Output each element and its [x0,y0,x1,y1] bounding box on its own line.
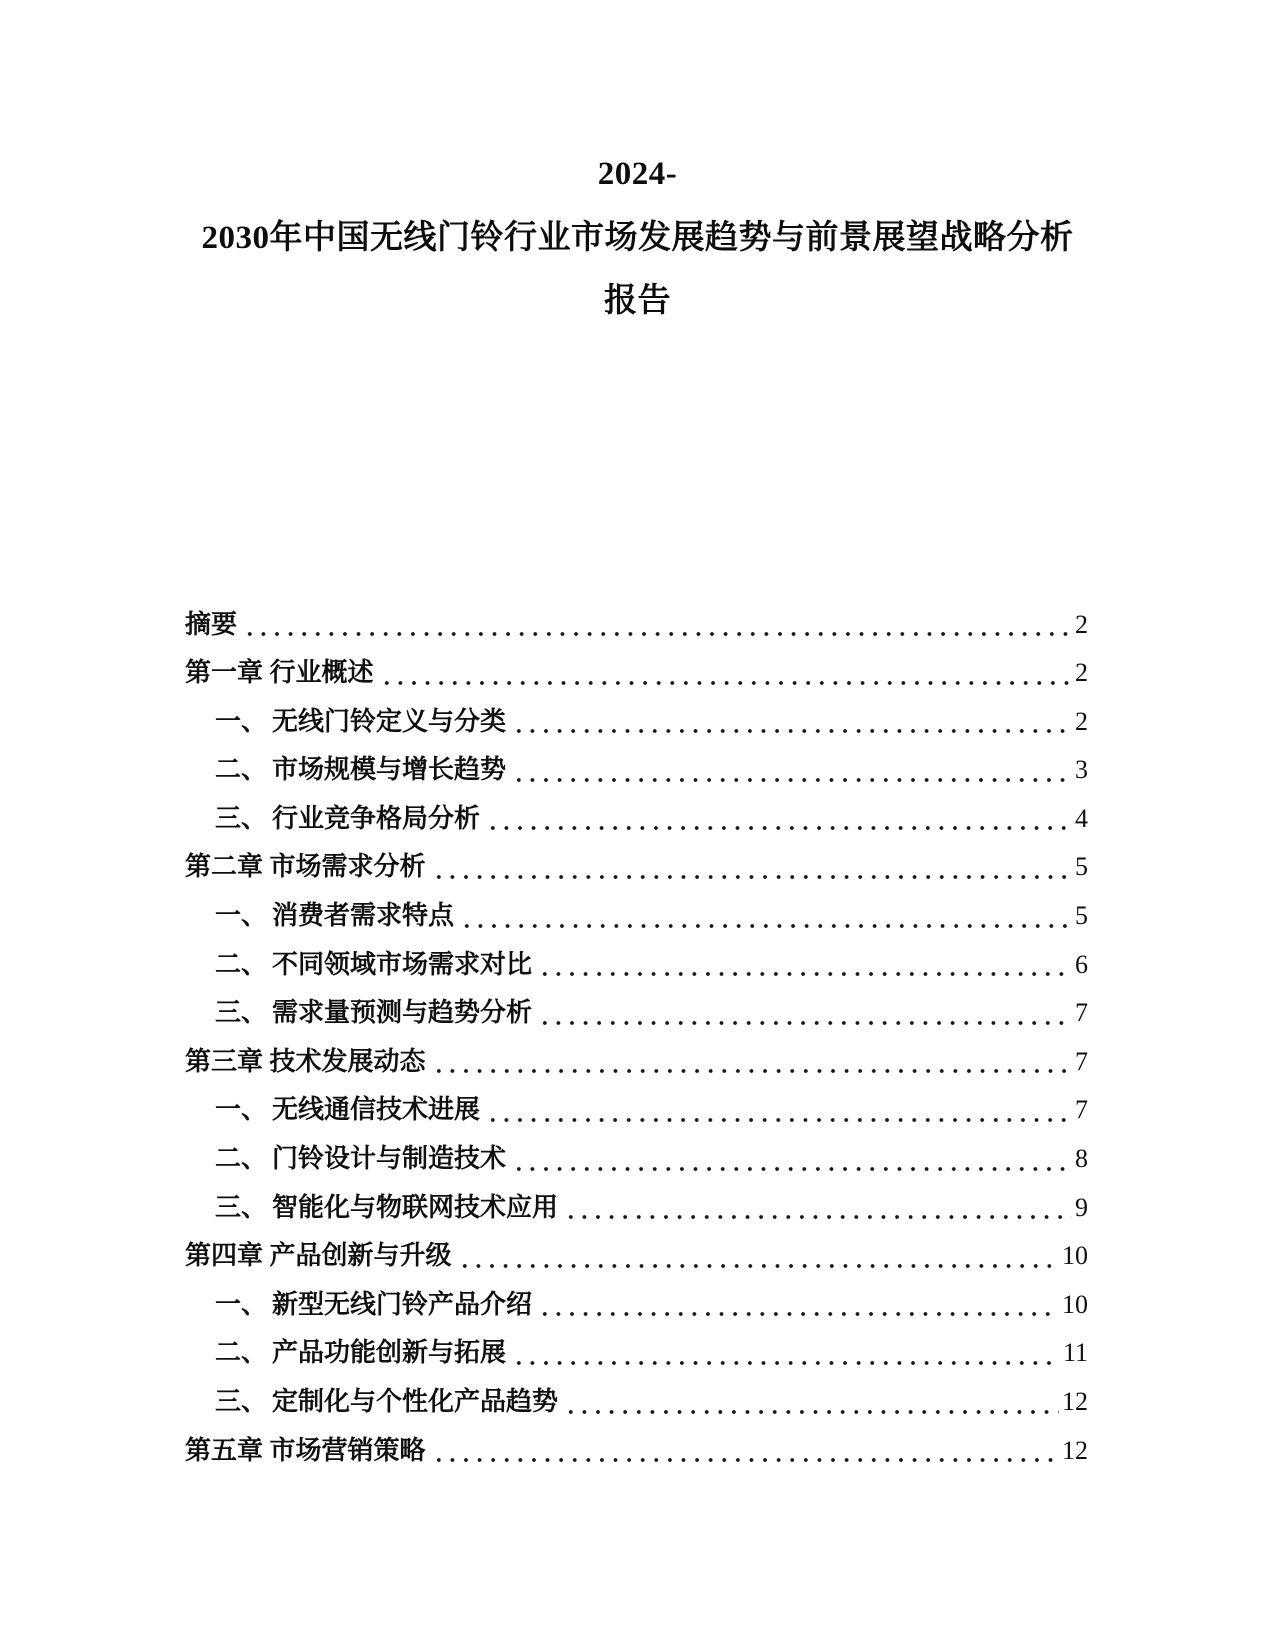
toc-page-number: 6 [1075,949,1088,979]
toc-entry[interactable] [185,989,1088,1038]
toc-entry-number: 二、 [215,755,268,785]
toc-entry-number: 一、 [215,1289,268,1319]
toc-entry-number: 二、 [215,949,268,979]
toc-entry[interactable] [185,1232,1088,1281]
toc-entry[interactable] [185,892,1088,941]
toc-entry-label: 产品功能创新与拓展 [272,1338,507,1368]
toc-leader-dots [430,1427,1059,1476]
toc-entry[interactable] [185,1378,1088,1427]
toc-entry-number: 三、 [215,998,268,1028]
toc-leader-dots [510,746,1072,795]
toc-leader-dots [562,1184,1072,1233]
toc-entry-label: 无线通信技术进展 [272,1095,481,1125]
toc-entry[interactable] [185,1086,1088,1135]
toc-entry[interactable] [185,1038,1088,1087]
toc-entry-label: 第三章 技术发展动态 [185,1046,426,1076]
toc-leader-dots [378,649,1072,698]
toc-entry-number: 一、 [215,1095,268,1125]
toc-entry-number: 一、 [215,901,268,931]
toc-entry[interactable] [185,746,1088,795]
toc-page-number: 7 [1075,1095,1088,1125]
toc-entry-label: 第五章 市场营销策略 [185,1435,426,1465]
toc-entry[interactable] [185,795,1088,844]
toc-entry-number: 三、 [215,803,268,833]
toc-leader-dots [484,1086,1072,1135]
toc-page-number: 8 [1075,1144,1088,1174]
toc-entry-label: 行业竞争格局分析 [272,803,481,833]
toc-page-number: 10 [1062,1289,1088,1319]
toc-entry-label: 摘要 [185,609,238,639]
toc-entry[interactable] [185,1135,1088,1184]
toc-entry-label: 不同领域市场需求对比 [272,949,533,979]
toc-entry[interactable] [185,1184,1088,1233]
toc-entry-label: 智能化与物联网技术应用 [272,1192,559,1222]
toc-entry[interactable] [185,698,1088,747]
toc-leader-dots [430,843,1072,892]
toc-page-number: 4 [1075,803,1088,833]
toc-page-number: 5 [1075,852,1088,882]
toc-entry[interactable] [185,941,1088,990]
report-title [40,143,1235,334]
toc-entry-label: 第二章 市场需求分析 [185,852,426,882]
toc-entry-label: 第四章 产品创新与升级 [185,1241,452,1271]
toc-leader-dots [562,1378,1059,1427]
toc-entry[interactable] [185,1281,1088,1330]
toc-page-number: 12 [1062,1435,1088,1465]
toc-page-number: 2 [1075,706,1088,736]
toc-page-number: 2 [1075,658,1088,688]
toc-entry-label: 定制化与个性化产品趋势 [272,1387,559,1416]
toc-entry-number: 二、 [215,1144,268,1174]
toc-leader-dots [458,892,1072,941]
toc-entry-label: 需求量预测与趋势分析 [272,998,533,1028]
toc-leader-dots [536,989,1072,1038]
toc-entry-number: 三、 [215,1192,268,1222]
toc-leader-dots [510,1135,1072,1184]
toc-entry-label: 市场规模与增长趋势 [272,755,507,785]
toc-leader-dots [510,698,1072,747]
toc-page-number: 12 [1062,1387,1088,1416]
toc-page-number: 9 [1075,1192,1088,1222]
toc-page-number: 7 [1075,1046,1088,1076]
toc-entry-label: 第一章 行业概述 [185,658,374,688]
toc-entry[interactable] [185,1427,1088,1476]
toc-leader-dots [510,1329,1060,1378]
toc-leader-dots [241,601,1072,650]
toc-entry-number: 二、 [215,1338,268,1368]
toc-leader-dots [484,795,1072,844]
report-title-line-1: 2024- [597,156,678,192]
toc-page-number: 11 [1062,1338,1088,1368]
report-title-line-2: 2030年中国无线门铃行业市场发展趋势与前景展望战略分析 [201,219,1074,256]
toc-page-number: 2 [1075,609,1088,639]
toc-entry[interactable] [185,601,1088,650]
toc-page-number: 5 [1075,901,1088,931]
toc-entry[interactable] [185,1329,1088,1378]
toc-page-number: 3 [1075,755,1088,785]
toc-leader-dots [456,1232,1059,1281]
toc-entry-number: 一、 [215,706,268,736]
toc-leader-dots [430,1038,1072,1087]
toc-entry-label: 新型无线门铃产品介绍 [272,1289,533,1319]
toc-leader-dots [536,1281,1059,1330]
table-of-contents [185,601,1088,1476]
toc-page-number: 10 [1062,1241,1088,1271]
toc-entry-label: 门铃设计与制造技术 [272,1144,507,1174]
toc-entry[interactable] [185,843,1088,892]
toc-leader-dots [536,941,1072,990]
report-title-line-3: 报告 [604,283,671,319]
toc-entry[interactable] [185,649,1088,698]
toc-entry-label: 无线门铃定义与分类 [272,706,507,736]
toc-page-number: 7 [1075,998,1088,1028]
toc-entry-number: 三、 [215,1387,268,1416]
toc-entry-label: 消费者需求特点 [272,901,455,931]
